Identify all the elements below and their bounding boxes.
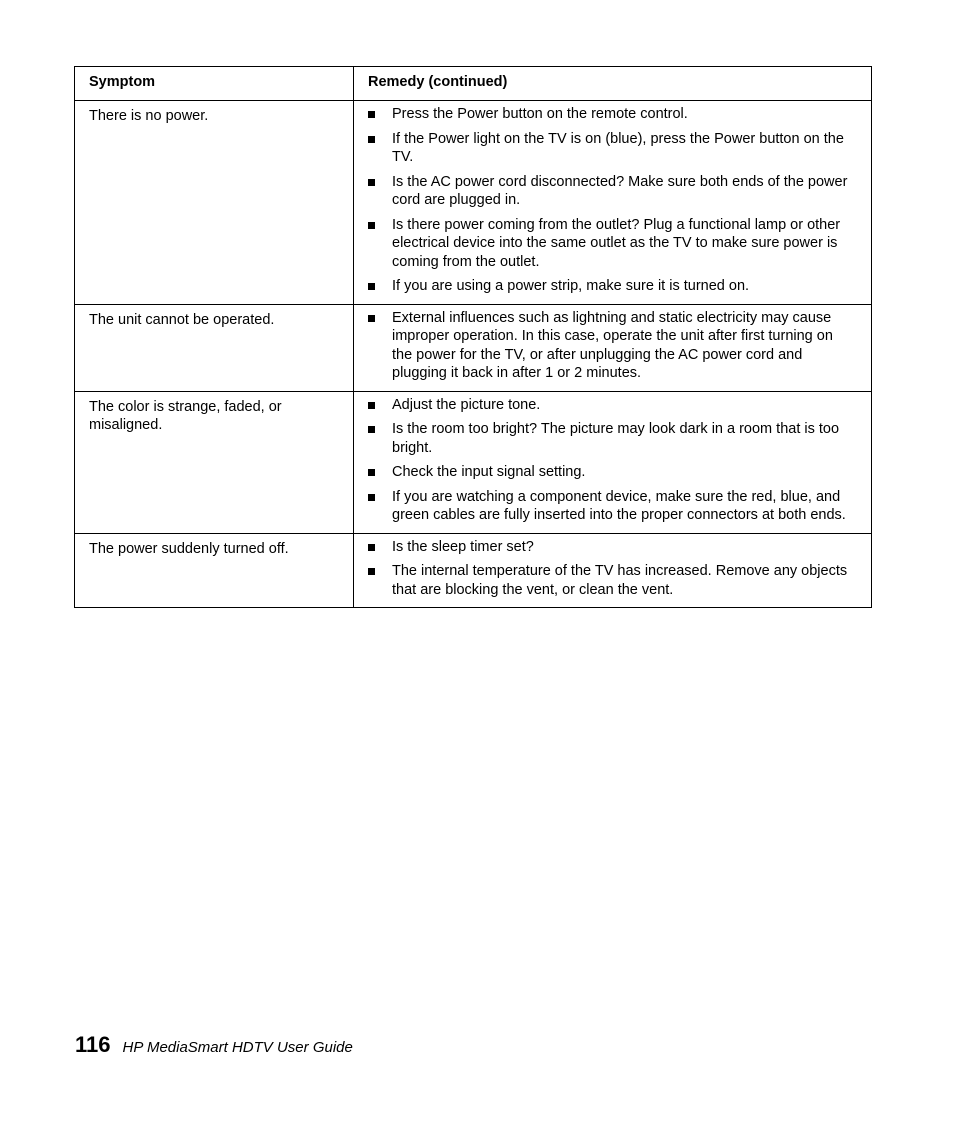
remedy-item: [368, 420, 855, 457]
remedy-item: [368, 538, 855, 557]
remedy-list: [368, 396, 855, 525]
remedy-list: [368, 309, 855, 383]
remedy-item: [368, 173, 855, 210]
remedy-cell: [354, 304, 872, 391]
remedy-text: Is the AC power cord disconnected? Make sure both ends of the power cord are plugged in.: [392, 173, 848, 208]
remedy-cell: [354, 101, 872, 305]
symptom-cell: There is no power.: [75, 101, 354, 305]
square-bullet-icon: [368, 402, 375, 409]
square-bullet-icon: [368, 544, 375, 551]
remedy-text: Adjust the picture tone.: [392, 396, 541, 413]
remedy-item: [368, 463, 855, 482]
remedy-text: If the Power light on the TV is on (blue), press the Power button on the TV.: [392, 130, 844, 165]
symptom-cell: The color is strange, faded, or misaligned.: [75, 391, 354, 533]
table-row: [75, 391, 872, 533]
remedy-item: [368, 562, 855, 599]
square-bullet-icon: [368, 568, 375, 575]
table-row: [75, 304, 872, 391]
square-bullet-icon: [368, 111, 375, 118]
remedy-cell: [354, 533, 872, 608]
remedy-item: [368, 216, 855, 272]
square-bullet-icon: [368, 315, 375, 322]
remedy-text: Is the room too bright? The picture may look dark in a room that is too bright.: [392, 421, 840, 456]
table-header-row: [75, 67, 872, 101]
remedy-cell: [354, 391, 872, 533]
square-bullet-icon: [368, 426, 375, 433]
square-bullet-icon: [368, 494, 375, 501]
square-bullet-icon: [368, 469, 375, 476]
remedy-list: [368, 538, 855, 600]
remedy-text: If you are watching a component device, make sure the red, blue, and green cables are fully inserted into the proper connectors at both ends.: [392, 488, 846, 523]
remedy-text: If you are using a power strip, make sure it is turned on.: [392, 278, 750, 294]
remedy-text: Check the input signal setting.: [392, 464, 586, 480]
table-body: [75, 101, 872, 608]
symptom-cell: The unit cannot be operated.: [75, 304, 354, 391]
troubleshooting-table: [74, 66, 872, 608]
remedy-text: Is there power coming from the outlet? Plug a functional lamp or other electrical device into the same outlet as the TV to make sure power is coming from the outlet.: [392, 216, 841, 270]
remedy-text: Press the Power button on the remote control.: [392, 106, 688, 122]
remedy-text: The internal temperature of the TV has increased. Remove any objects that are blocking the vent, or clean the vent.: [392, 563, 848, 598]
guide-title: HP MediaSmart HDTV User Guide: [122, 1039, 353, 1056]
square-bullet-icon: [368, 136, 375, 143]
remedy-item: [368, 105, 855, 124]
table-row: [75, 533, 872, 608]
remedy-item: [368, 277, 855, 296]
remedy-text: Is the sleep timer set?: [392, 538, 534, 555]
remedy-item: [368, 396, 855, 415]
page-number: 116: [75, 1032, 111, 1057]
symptom-cell: The power suddenly turned off.: [75, 533, 354, 608]
remedy-header: Remedy (continued): [354, 67, 872, 101]
table-row: [75, 101, 872, 305]
square-bullet-icon: [368, 283, 375, 290]
remedy-text: External influences such as lightning and static electricity may cause improper operation. In this case, operate the unit after first turning on the power for the TV, or after unplugging the AC power cord and plugging it back in after 1 or 2 minutes.: [392, 309, 833, 381]
remedy-item: [368, 309, 855, 383]
square-bullet-icon: [368, 222, 375, 229]
remedy-item: [368, 130, 855, 167]
page-footer: [75, 1032, 353, 1058]
remedy-item: [368, 488, 855, 525]
remedy-list: [368, 105, 855, 296]
square-bullet-icon: [368, 179, 375, 186]
symptom-header: Symptom: [75, 67, 354, 101]
